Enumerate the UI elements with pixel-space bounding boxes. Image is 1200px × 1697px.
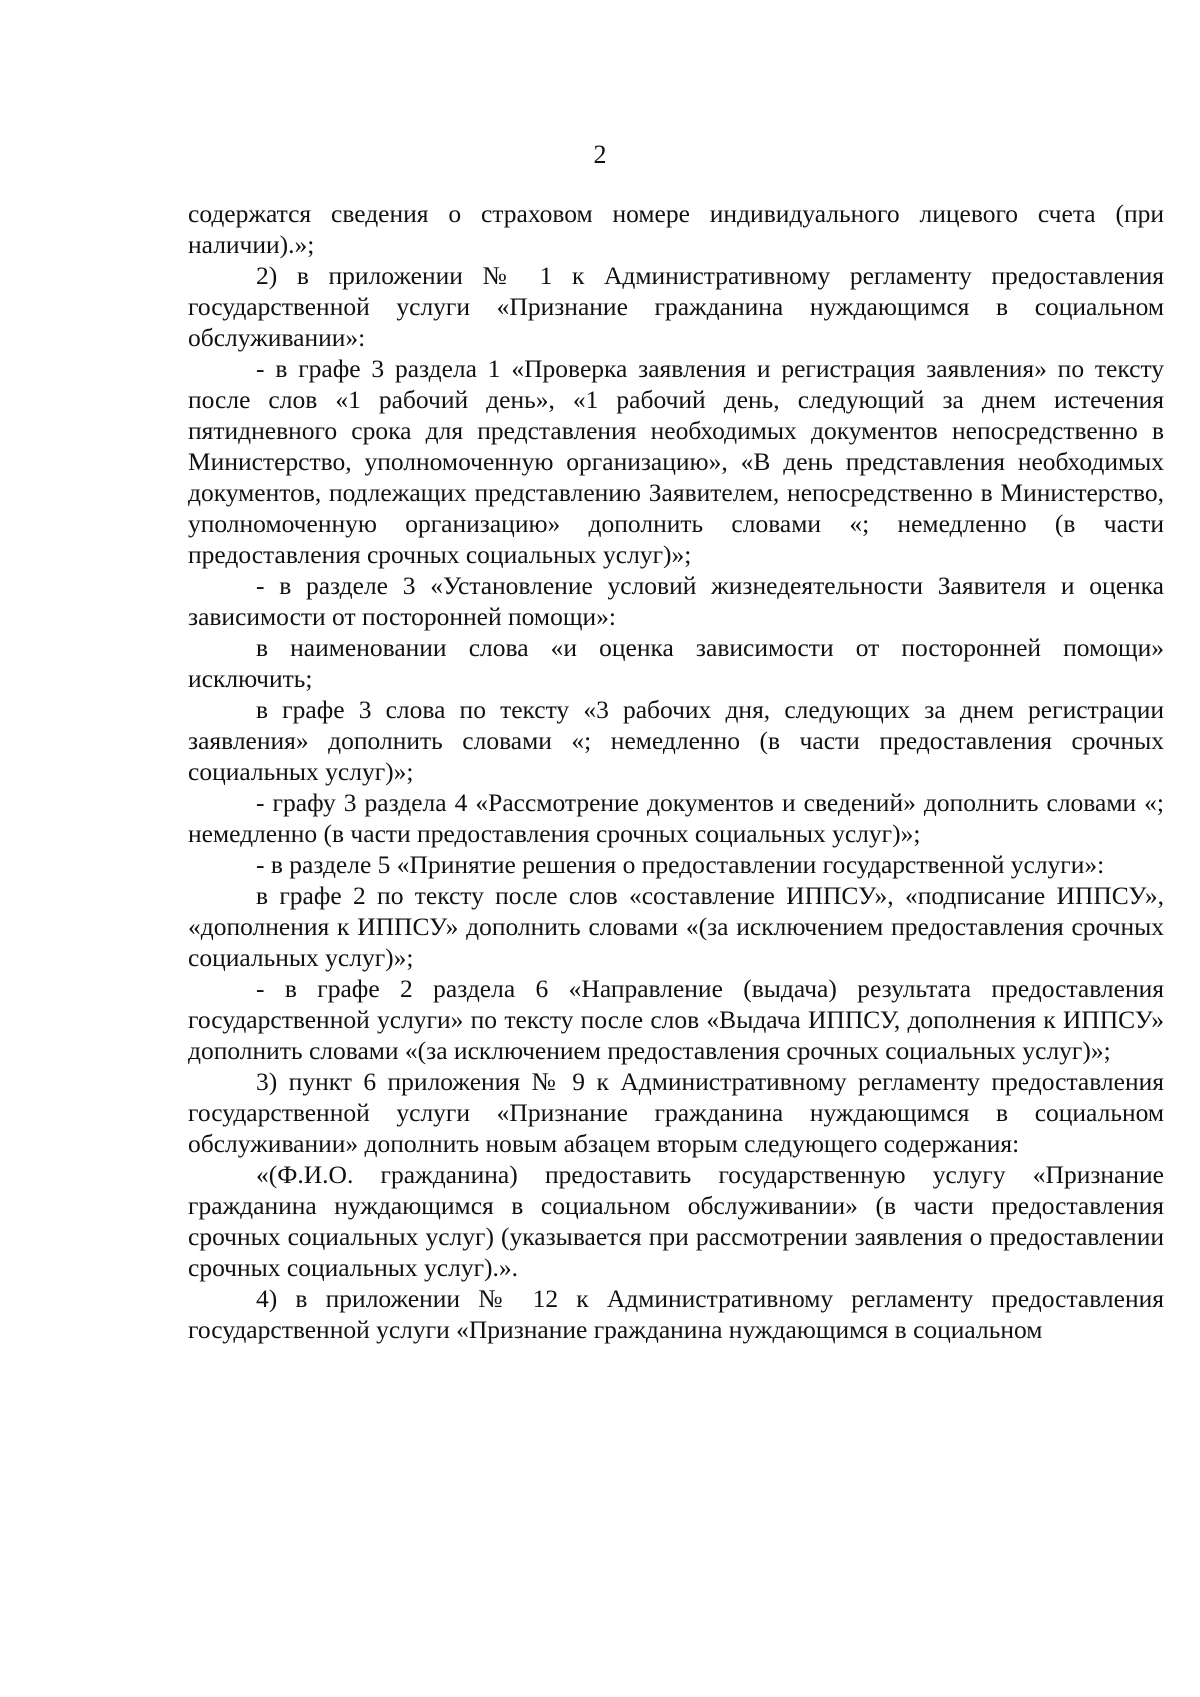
paragraph-section-5-column: в графе 2 по тексту после слов «составление ИППСУ», «подписание ИППСУ», «дополнения к ИППСУ» дополнить словами «(за исключением предоставления срочных социальных услуг)»;	[188, 881, 1164, 972]
paragraph-section-5: - в разделе 5 «Принятие решения о предоставлении государственной услуги»:	[256, 850, 1105, 879]
paragraph-section-3-column: в графе 3 слова по тексту «3 рабочих дня, следующих за днем регистрации заявления» дополнить словами «; немедленно (в части предоставления срочных социальных услуг)»;	[188, 695, 1164, 786]
paragraph-item-2: 2) в приложении № 1 к Административному регламенту предоставления государственной услуги «Признание гражданина нуждающимся в социальном обслуживании»:	[188, 261, 1164, 352]
paragraph-item-4: 4) в приложении № 12 к Административному регламенту предоставления государственной услуги «Признание гражданина нуждающимся в социальном	[188, 1284, 1164, 1344]
paragraph-section-6: - в графе 2 раздела 6 «Направление (выдача) результата предоставления государственной услуги» по тексту после слов «Выдача ИППСУ, дополнения к ИППСУ» дополнить словами «(за исключением предоставления срочных социальных услуг)»;	[188, 974, 1164, 1065]
document-body	[188, 198, 1164, 1345]
paragraph-quote: «(Ф.И.О. гражданина) предоставить государственную услугу «Признание гражданина нуждающимся в социальном обслуживании» (в части предоставления срочных социальных услуг) (указывается при рассмотрении заявления о предоставлении срочных социальных услуг).».	[188, 1160, 1164, 1282]
paragraph-section-4: - графу 3 раздела 4 «Рассмотрение документов и сведений» дополнить словами «; немедленно (в части предоставления срочных социальных услуг)»;	[188, 788, 1164, 848]
paragraph-section-1: - в графе 3 раздела 1 «Проверка заявления и регистрация заявления» по тексту после слов «1 рабочий день», «1 рабочий день, следующий за днем истечения пятидневного срока для представления необходимых документов непосредственно в Министерство, уполномоченную организацию», «В день представления необходимых документов, подлежащих представлению Заявителем, непосредственно в Министерство, уполномоченную организацию» дополнить словами «; немедленно (в части предоставления срочных социальных услуг)»;	[188, 354, 1164, 569]
paragraph-section-3-name: в наименовании слова «и оценка зависимости от посторонней помощи» исключить;	[188, 633, 1164, 693]
paragraph-continuation: содержатся сведения о страховом номере индивидуального лицевого счета (при наличии).»;	[188, 199, 1164, 259]
paragraph-section-3: - в разделе 3 «Установление условий жизнедеятельности Заявителя и оценка зависимости от посторонней помощи»:	[188, 571, 1164, 631]
page-number: 2	[593, 140, 607, 169]
paragraph-item-3: 3) пункт 6 приложения № 9 к Административному регламенту предоставления государственной услуги «Признание гражданина нуждающимся в социальном обслуживании» дополнить новым абзацем вторым следующего содержания:	[188, 1067, 1164, 1158]
